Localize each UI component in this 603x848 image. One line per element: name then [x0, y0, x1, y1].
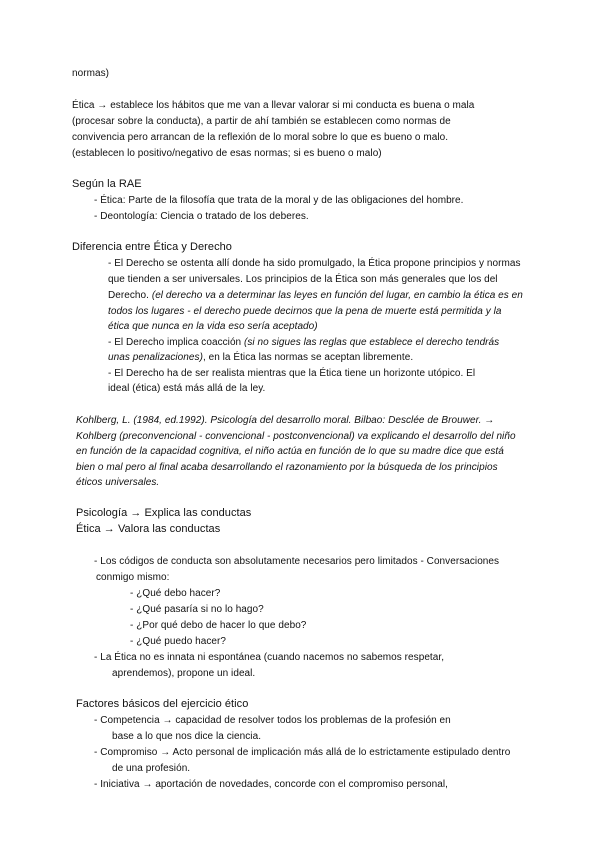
intro-normas-line: normas)	[72, 68, 110, 79]
diferencia-heading: Diferencia entre Ética y Derecho	[72, 241, 232, 253]
codigos-line: conmigo mismo:	[96, 572, 170, 583]
diferencia-line	[108, 336, 499, 349]
etica-valora-line: Ética → Valora las conductas	[76, 523, 221, 535]
rae-heading: Según la RAE	[72, 178, 142, 190]
diferencia-italic-text: (el derecho va a determinar las leyes en función del lugar, en cambio la ética es en	[151, 290, 523, 301]
diferencia-line	[108, 351, 413, 364]
kohlberg-line: Kohlberg, L. (1984, ed.1992). Psicología del desarrollo moral. Bilbao: Desclée de Brouwer. →	[76, 415, 495, 426]
codigos-line: - Los códigos de conducta son absolutamente necesarios pero limitados - Conversaciones	[94, 556, 500, 567]
diferencia-line: ética que nunca en la vida eso sería aceptado)	[108, 321, 318, 332]
kohlberg-line: éticos universales.	[76, 477, 160, 488]
psicologia-line: Psicología → Explica las conductas	[76, 507, 252, 519]
diferencia-line: - El Derecho ha de ser realista mientras que la Ética tiene un horizonte utópico. El	[108, 368, 476, 379]
rae-item: - Deontología: Ciencia o tratado de los deberes.	[94, 211, 309, 222]
etica-def-line: (establecen lo positivo/negativo de esas normas; si es bueno o malo)	[72, 148, 382, 159]
diferencia-text: , en la Ética las normas se aceptan libremente.	[202, 352, 414, 363]
diferencia-text: Derecho.	[108, 290, 152, 301]
diferencia-italic-text: (si no sigues las reglas que establece el derecho tendrás	[244, 337, 500, 348]
etica-def-line: (procesar sobre la conducta), a partir de ahí también se establecen como normas de	[72, 116, 451, 127]
question-item: - ¿Qué pasaría si no lo hago?	[130, 604, 264, 615]
factores-line: - Iniciativa → aportación de novedades, concorde con el compromiso personal,	[94, 779, 448, 790]
factores-line: - Compromiso → Acto personal de implicación más allá de lo estrictamente estipulado dentro	[94, 747, 511, 758]
diferencia-text: - El Derecho implica coacción	[108, 337, 244, 348]
diferencia-line: ideal (ética) está más allá de la ley.	[108, 383, 266, 394]
kohlberg-line: bien o mal pero al final acaba desarrollando el razonamiento por la búsqueda de los principios	[76, 462, 498, 473]
factores-line: - Competencia → capacidad de resolver todos los problemas de la profesión en	[94, 715, 451, 726]
question-item: - ¿Por qué debo de hacer lo que debo?	[130, 620, 307, 631]
etica-def-line: Ética → establece los hábitos que me van a llevar valorar si mi conducta es buena o mala	[72, 100, 475, 111]
question-item: - ¿Qué puedo hacer?	[130, 636, 227, 647]
question-item: - ¿Qué debo hacer?	[130, 588, 221, 599]
kohlberg-line: Kohlberg (preconvencional - convencional - postconvencional) va explicando el desarrollo del niño	[76, 431, 516, 442]
diferencia-line	[108, 289, 523, 302]
etica-def-line: convivencia pero arrancan de la reflexión de lo moral sobre lo que es bueno o malo.	[72, 132, 449, 143]
kohlberg-line: en función de la capacidad cognitiva, el niño actúa en función de lo que su madre dice que está	[76, 446, 504, 457]
diferencia-italic-text: unas penalizaciones)	[108, 352, 203, 363]
factores-line: base a lo que nos dice la ciencia.	[112, 731, 262, 742]
innata-line: - La Ética no es innata ni espontánea (cuando nacemos no sabemos respetar,	[94, 652, 445, 663]
diferencia-line: todos los lugares - el derecho puede decirnos que la pena de muerte está permitida y la	[108, 306, 502, 317]
factores-line: de una profesión.	[112, 763, 191, 774]
diferencia-line: - El Derecho se ostenta allí donde ha sido promulgado, la Ética propone principios y normas	[108, 258, 521, 269]
rae-item: - Ética: Parte de la filosofía que trata de la moral y de las obligaciones del hombre.	[94, 195, 464, 206]
diferencia-line: que tienden a ser universales. Los principios de la Ética son más generales que los del	[108, 274, 498, 285]
factores-heading: Factores básicos del ejercicio ético	[76, 698, 249, 710]
innata-line: aprendemos), propone un ideal.	[112, 668, 256, 679]
